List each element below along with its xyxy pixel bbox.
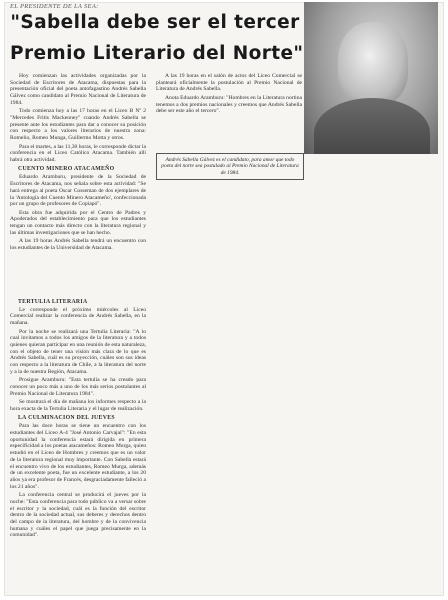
column-1 xyxy=(10,73,146,254)
col1-subheading: CUENTO MINERO ATACAMEÑO xyxy=(18,166,115,173)
col2-paragraph: Anota Eduardo Aramburu: "Hombres en la Literatura nortina tenemos a dos premios nacionales y creemos que Andrés Sabella debe ser este año el tercero". xyxy=(156,94,302,115)
column-2 xyxy=(156,73,302,117)
col1-paragraph: Para el martes, a las 11,30 horas, le corresponde dictar la conferencia en el Liceo Católico Atacama. También allí habrá otra actividad. xyxy=(10,143,147,164)
body-paragraph: Prosigue Aramburu: "Esta tertulia se ha creado para conocer un poco más a uno de los más serios postulantes al Premio Nacional de Literatura 1984". xyxy=(10,377,146,397)
portrait-head xyxy=(338,22,408,106)
photo-caption: Andrés Sabella Gálvez es el candidato, para amor que todo poeta del norte sea postulado al Premio Nacional de Literatura de 1984. xyxy=(156,153,304,180)
col1-paragraph: Eduardo Aramburu, presidente de la Sociedad de Escritores de Atacama, nos señala sobre esta actividad: "Se hará entrega al poeta Oscar Cosseman de dos ejemplares de la 'Antología del Cuento Minero Atacameño', confeccionada por un grupo de profesores de Copiapó". xyxy=(10,174,146,208)
body-paragraph: Le corresponde el próximo miércoles al Liceo Comercial realizar la conferencia de Andrés Sabella, en la mañana. xyxy=(10,306,146,327)
body-subheading-1: TERTULIA LITERARIA xyxy=(18,298,88,305)
col1-paragraph: Esta obra fue adquirida por el Centro de Padres y Apoderados del establecimiento para que los estudiantes tengan un contacto más directo con la literatura regional y las últimas investigaciones que se han hecho. xyxy=(10,209,146,236)
body-paragraph: Se mostrará el día de mañana los informes respecto a la hora exacta de la Tertulia Literaria y el lugar de realización. xyxy=(10,399,146,412)
col1-paragraph: Hoy comienzan las actividades organizadas por la Sociedad de Escritores de Atacama, dispuestas para la presentación oficial del poeta antofagastino Andrés Sabella Gálvez como candidato al Premio Nacional de Literatura de 1984. xyxy=(10,73,146,106)
portrait-photo xyxy=(304,2,438,154)
column-body xyxy=(10,296,146,541)
body-subheading-2: LA CULMINACION DEL JUEVES xyxy=(18,415,115,422)
supra-headline: EL PRESIDENTE DE LA SEA: xyxy=(10,3,99,10)
col1-paragraph: Todo comienza hoy a las 17 horas en el Liceo B Nº 2 "Mercedes Fritis Mackenney" cuando Andrés Sabella se presente ante los estudiantes para dar a conocer su posición con respecto a los valores literarios de nuestra zona: Romelio, Romeo Munga, Guillermo Motta y otros. xyxy=(10,108,146,142)
body-paragraph: La conferencia central se producirá el jueves por la noche: "Esta conferencia para todo público va a versar sobre el escritor y la sociedad, cuál es la función del escritor dentro de la sociedad actual, sus deberes y derechos dentro del campo de la literatura, del hombre y de la convivencia humana y cuáles el papel que juega precisamente en la comunidad". xyxy=(10,492,146,539)
portrait-body xyxy=(314,98,430,154)
col1-paragraph: A las 19 horas Andrés Sabella tendrá un encuentro con los estudiantes de la Universidad de Atacama. xyxy=(10,238,146,252)
headline-line-2: Premio Literario del Norte" xyxy=(10,43,304,64)
body-paragraph: Para las doce horas se tiene un encuentro con los estudiantes del Liceo A-4 "José Antonio Carvajal": "En esta oportunidad la conferencia estará dirigida en primera especificidad a los poetas atacameños: Romeo Murga, quien estudió en el Liceo de Hombres y creemos que es un valor de la literatura regional muy importante. Con Sabella estará el encuentro vivo de los estudiantes, Romeo Murga, además de un excelente poeta, fue un excelente estudiante, a los 20 años ya era profesor de Francés, desgraciadamente falleció a los 21 años". xyxy=(10,423,146,490)
col2-paragraph: A las 19 horas en el salón de actos del Liceo Comercial se planteará oficialmente la postulación al Premio Nacional de Literatura de Andrés Sabella. xyxy=(156,73,302,93)
headline-line-1: "Sabella debe ser el tercer xyxy=(10,12,300,33)
body-paragraph: Por la noche se realizará una Tertulia Literaria: "A lo cual invitamos a todos los amigos de la literatura y a todos quienes quieran participar en una reunión de esta naturaleza, con el objeto de tener una visión más clara de lo que es Andrés Sabella, cuál es su proyección, cuáles son sus ideas con respecto a la literatura de Chile, a la literatura del norte y a la de nuestra Región, Atacama. xyxy=(10,328,146,375)
